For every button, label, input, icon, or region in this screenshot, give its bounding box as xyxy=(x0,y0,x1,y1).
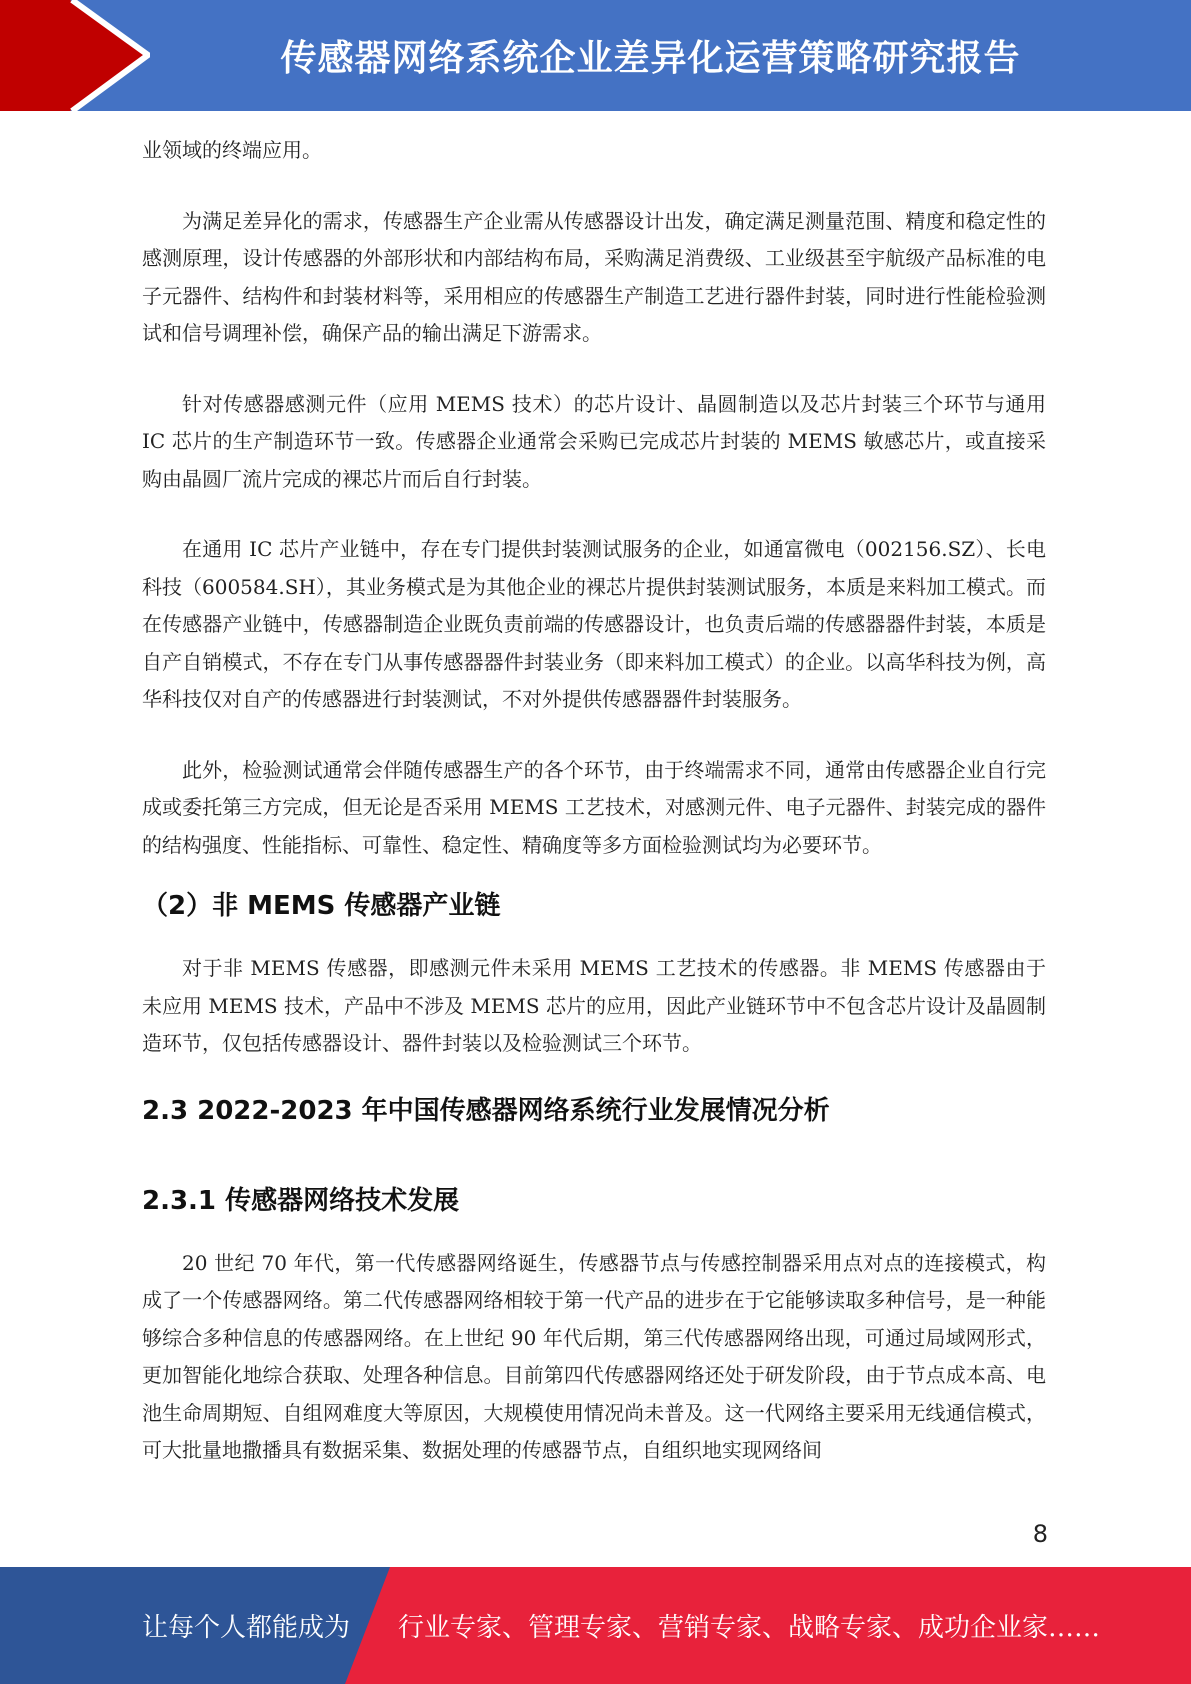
document-body xyxy=(142,132,1046,1470)
page-footer xyxy=(0,1567,1191,1684)
header-arrow-decoration xyxy=(0,0,150,111)
subsection-heading: 2.3.1 传感器网络技术发展 xyxy=(142,1185,460,1216)
footer-slogan-right: 行业专家、管理专家、营销专家、战略专家、成功企业家…… xyxy=(398,1613,1101,1643)
paragraph: 在通用 IC 芯片产业链中，存在专门提供封装测试服务的企业，如通富微电（002156.SZ）、长电科技（600584.SH），其业务模式是为其他企业的裸芯片提供封装测试服务，本质是来料加工模式。而在传感器产业链中，传感器制造企业既负责前端的传感器设计，也负责后端的传感器器件封装，本质是自产自销模式，不存在专门从事传感器器件封装业务（即来料加工模式）的企业。以高华科技为例，高华科技仅对自产的传感器进行封装测试，不对外提供传感器器件封装服务。 xyxy=(142,537,1046,711)
page-header xyxy=(0,0,1191,111)
report-title: 传感器网络系统企业差异化运营策略研究报告 xyxy=(280,38,1021,79)
paragraph: 为满足差异化的需求，传感器生产企业需从传感器设计出发，确定满足测量范围、精度和稳定性的感测原理，设计传感器的外部形状和内部结构布局，采购满足消费级、工业级甚至宇航级产品标准的电子元器件、结构件和封装材料等，采用相应的传感器生产制造工艺进行器件封装，同时进行性能检验测试和信号调理补偿，确保产品的输出满足下游需求。 xyxy=(142,208,1046,345)
footer-slogan-left: 让每个人都能成为 xyxy=(142,1613,351,1643)
paragraph: 此外，检验测试通常会伴随传感器生产的各个环节，由于终端需求不同，通常由传感器企业自行完成或委托第三方完成，但无论是否采用 MEMS 工艺技术，对感测元件、电子元器件、封装完成的器件的结构强度、性能指标、可靠性、稳定性、精确度等多方面检验测试均为必要环节。 xyxy=(142,757,1046,857)
paragraph-continuation: 业领域的终端应用。 xyxy=(142,138,322,162)
section-heading: 2.3 2022-2023 年中国传感器网络系统行业发展情况分析 xyxy=(142,1095,830,1126)
page-number: 8 xyxy=(1032,1520,1048,1548)
paragraph: 20 世纪 70 年代，第一代传感器网络诞生，传感器节点与传感控制器采用点对点的连接模式，构成了一个传感器网络。第二代传感器网络相较于第一代产品的进步在于它能够读取多种信号，是一种能够综合多种信息的传感器网络。在上世纪 90 年代后期，第三代传感器网络出现，可通过局域网形式，更加智能化地综合获取、处理各种信息。目前第四代传感器网络还处于研发阶段，由于节点成本高、电池生命周期短、自组网难度大等原因，大规模使用情况尚未普及。这一代网络主要采用无线通信模式，可大批量地撒播具有数据采集、数据处理的传感器节点，自组织地实现网络间 xyxy=(142,1250,1046,1462)
paragraph: 针对传感器感测元件（应用 MEMS 技术）的芯片设计、晶圆制造以及芯片封装三个环节与通用 IC 芯片的生产制造环节一致。传感器企业通常会采购已完成芯片封装的 MEMS 敏感芯片，或直接采购由晶圆厂流片完成的裸芯片而后自行封装。 xyxy=(142,391,1046,491)
subheading-non-mems: （2）非 MEMS 传感器产业链 xyxy=(142,891,501,921)
paragraph: 对于非 MEMS 传感器，即感测元件未采用 MEMS 工艺技术的传感器。非 MEMS 传感器由于未应用 MEMS 技术，产品中不涉及 MEMS 芯片的应用，因此产业链环节中不包含芯片设计及晶圆制造环节，仅包括传感器设计、器件封装以及检验测试三个环节。 xyxy=(142,956,1046,1055)
